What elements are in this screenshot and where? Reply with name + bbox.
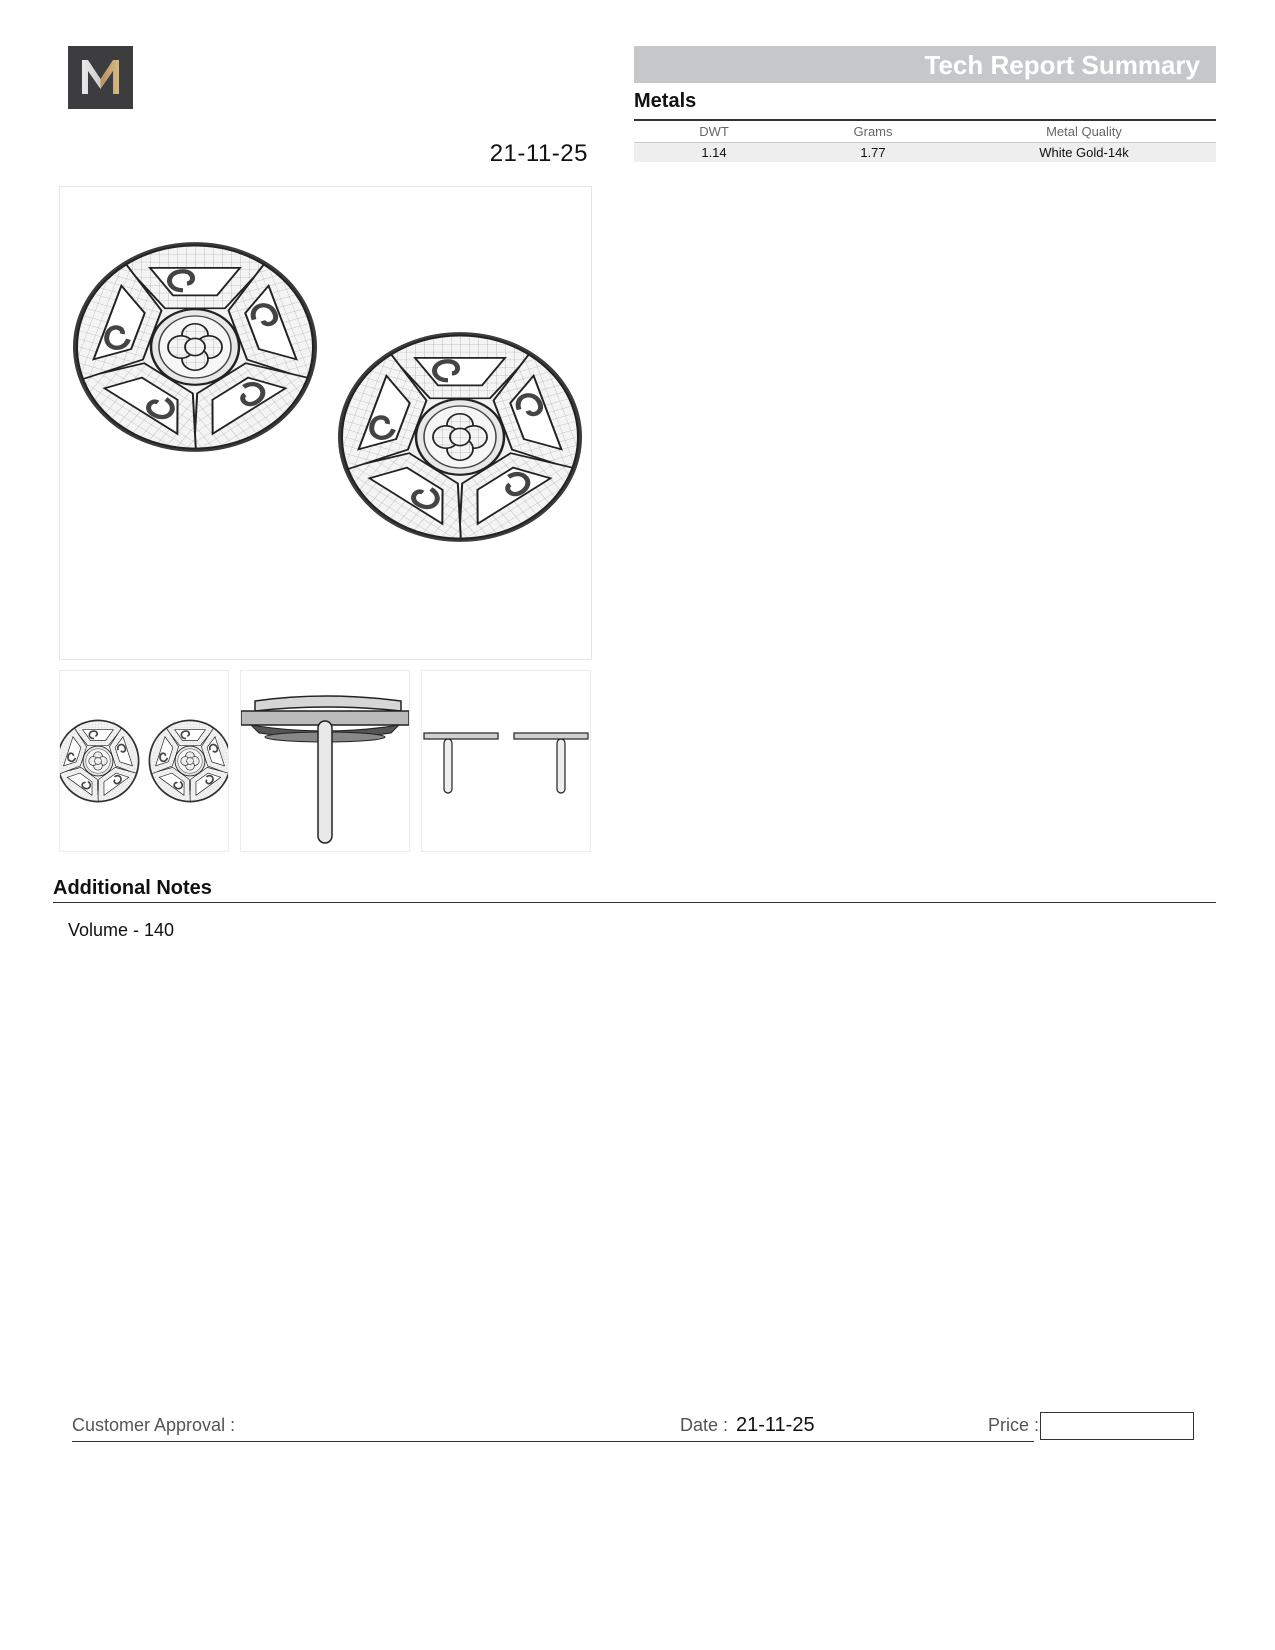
notes-divider — [53, 902, 1216, 903]
metals-table — [634, 119, 1216, 162]
metals-header-row — [634, 120, 1216, 143]
earrings-profile-view-image — [422, 671, 590, 851]
earring-side-view-image — [241, 671, 409, 851]
report-date: 21-11-25 — [489, 140, 588, 167]
additional-notes-heading: Additional Notes — [53, 877, 212, 899]
table-row — [634, 143, 1216, 163]
thumbnail-front-view — [59, 670, 229, 852]
earrings-perspective-image — [60, 187, 591, 659]
column-header-grams: Grams — [853, 124, 893, 139]
main-product-render — [59, 186, 592, 660]
column-header-dwt: DWT — [699, 124, 729, 139]
metals-heading: Metals — [634, 90, 697, 112]
company-logo — [68, 46, 133, 109]
footer-date-value: 21-11-25 — [736, 1414, 815, 1436]
price-field[interactable] — [1040, 1412, 1194, 1440]
additional-notes-text: Volume - 140 — [68, 920, 175, 940]
customer-approval-label: Customer Approval : — [72, 1415, 236, 1435]
thumbnail-profile-view — [421, 670, 591, 852]
column-header-metal-quality: Metal Quality — [1046, 124, 1122, 139]
footer-date-label: Date : — [680, 1415, 729, 1435]
customer-approval-signature-line[interactable] — [72, 1441, 1034, 1442]
report-title: Tech Report Summary — [924, 50, 1200, 80]
cell-dwt: 1.14 — [634, 143, 794, 163]
cell-grams: 1.77 — [794, 143, 952, 163]
title-bar — [634, 46, 1216, 83]
earrings-front-view-image — [60, 671, 228, 851]
cell-metal-quality: White Gold-14k — [952, 143, 1216, 163]
price-label: Price : — [988, 1415, 1040, 1435]
logo-m-icon — [68, 46, 133, 109]
thumbnail-side-view — [240, 670, 410, 852]
